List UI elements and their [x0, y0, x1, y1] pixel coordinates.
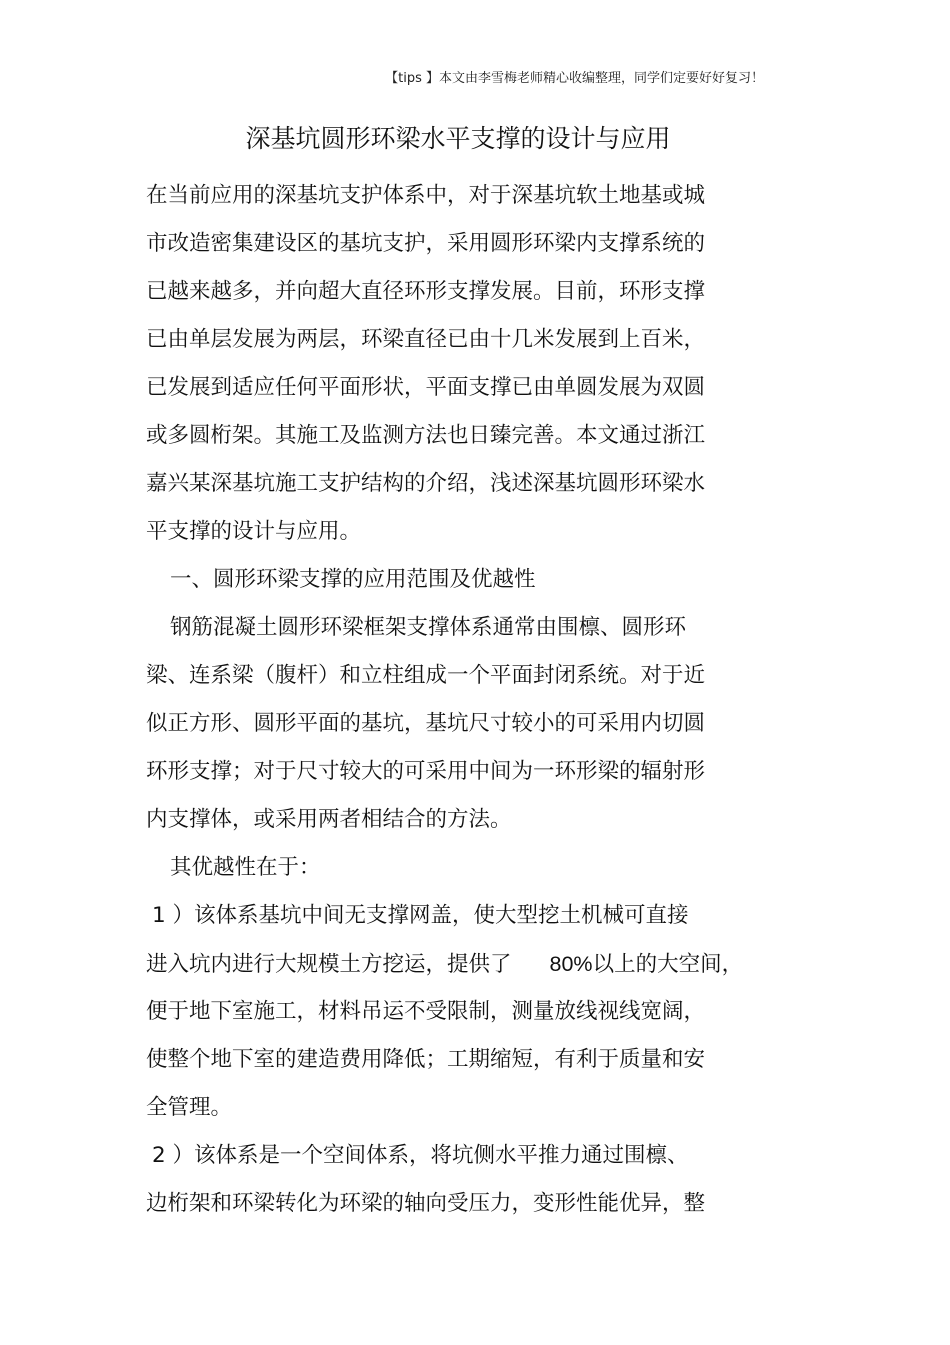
intro-line: 或多圆桁架。其施工及监测方法也日臻完善。本文通过浙江 [146, 423, 706, 448]
section-paragraph-line: 似正方形、圆形平面的基坑，基坑尺寸较小的可采用内切圆 [146, 711, 706, 736]
section-paragraph-line: 梁、连系梁（腹杆）和立柱组成一个平面封闭系统。对于近 [146, 663, 706, 688]
intro-line: 在当前应用的深基坑支护体系中，对于深基坑软土地基或城 [146, 183, 706, 208]
intro-line: 已发展到适应任何平面形状，平面支撑已由单圆发展为双圆 [146, 375, 706, 400]
item1-line: 1 ）该体系基坑中间无支撑网盖，使大型挖土机械可直接 [152, 903, 689, 928]
item1-line2-before: 进入坑内进行大规模土方挖运，提供了 [146, 952, 512, 977]
item2-line: 2 ）该体系是一个空间体系，将坑侧水平推力通过围檩、 [152, 1143, 689, 1168]
item1-line: 全管理。 [146, 1095, 233, 1120]
advantages-intro: 其优越性在于： [170, 855, 321, 880]
intro-line: 已越来越多，并向超大直径环形支撑发展。目前，环形支撑 [146, 279, 706, 304]
intro-line: 平支撑的设计与应用。 [146, 519, 362, 544]
section-heading: 一、圆形环梁支撑的应用范围及优越性 [170, 567, 536, 592]
percent-value: 80% [549, 952, 593, 976]
section-paragraph-line: 环形支撑；对于尺寸较大的可采用中间为一环形梁的辐射形 [146, 759, 706, 784]
item1-line [146, 949, 743, 980]
item2-line: 边桁架和环梁转化为环梁的轴向受压力，变形性能优异，整 [146, 1191, 706, 1216]
item1-line2-after: 以上的大空间， [592, 952, 744, 977]
item1-line: 便于地下室施工，材料吊运不受限制，测量放线视线宽阔， [146, 999, 706, 1024]
document-title: 深基坑圆形环梁水平支撑的设计与应用 [245, 124, 671, 153]
intro-line: 嘉兴某深基坑施工支护结构的介绍，浅述深基坑圆形环梁水 [146, 471, 706, 496]
section-paragraph-line: 钢筋混凝土圆形环梁框架支撑体系通常由围檩、圆形环 [170, 615, 687, 640]
intro-line: 已由单层发展为两层，环梁直径已由十几米发展到上百米， [146, 327, 706, 352]
section-paragraph-line: 内支撑体，或采用两者相结合的方法。 [146, 807, 512, 832]
item1-line: 使整个地下室的建造费用降低；工期缩短，有利于质量和安 [146, 1047, 706, 1072]
header-tips: 【tips 】本文由李雪梅老师精心收编整理，同学们定要好好复习！ [385, 71, 764, 86]
intro-line: 市改造密集建设区的基坑支护，采用圆形环梁内支撑系统的 [146, 231, 706, 256]
